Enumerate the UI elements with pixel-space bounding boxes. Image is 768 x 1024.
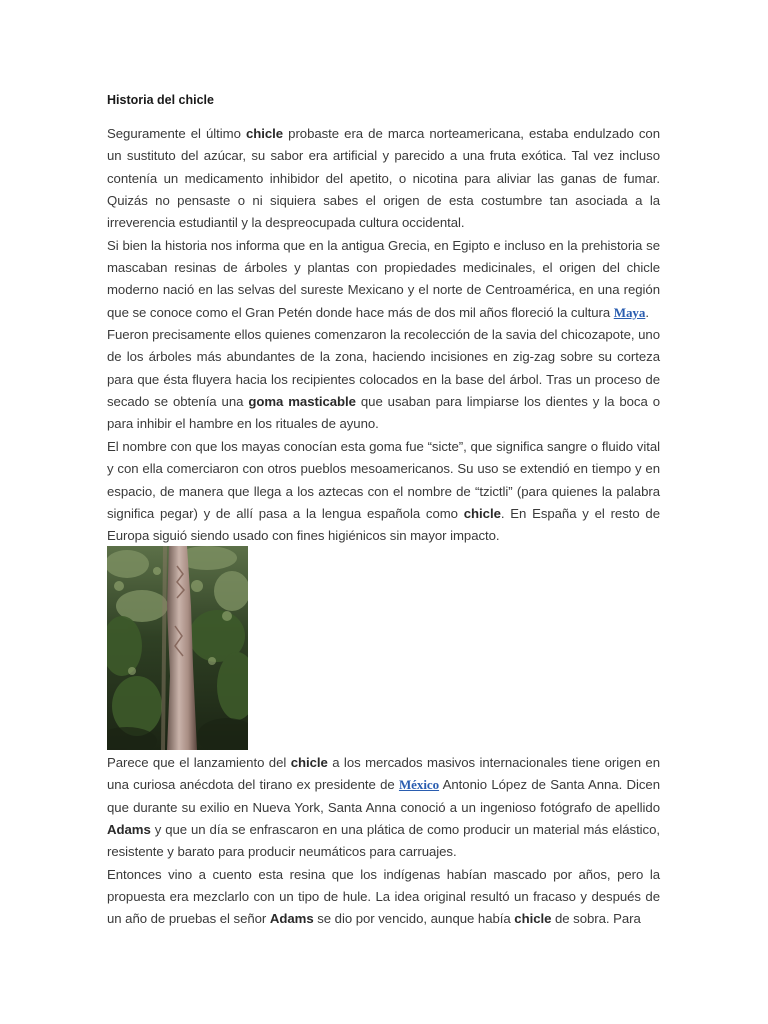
text-run: Entonces vino a cuento esta resina que los indígenas habían mascado por años, pero la propuesta era mezclarlo con un tipo de hule. La idea original resultó un fracaso y después de un año de pruebas el señor (107, 866, 660, 927)
bold-term: goma masticable (248, 394, 356, 410)
bold-term: Adams (269, 911, 314, 927)
text-run: y que un día se enfrascaron en una plática de como producir un material más elástico, resistente y barato para producir neumáticos para carruajes. (107, 822, 660, 860)
text-run: se dio por vencido, aunque había (313, 911, 515, 927)
text-run: que usaban para limpiarse los dientes y la boca o para inhibir el hambre en los rituales de ayuno. (107, 394, 660, 432)
text-run: Si bien la historia nos informa que en la antigua Grecia, en Egipto e incluso en la prehistoria se mascaban resinas de árboles y plantas con propiedades medicinales, el origen del chicle moderno nació en las selvas del sureste Mexicano y el norte de Centroamérica, en una región que se conoce como el Gran Petén donde hace más de dos mil años floreció la cultura (107, 237, 660, 320)
chicozapote-tree-photo (107, 546, 248, 750)
bold-term: chicle (245, 126, 284, 141)
text-run: . (645, 304, 649, 320)
text-run: de sobra. Para (551, 911, 641, 927)
text-run: . En España y el resto de Europa siguió siendo usado con fines higiénicos sin mayor impacto. (107, 505, 660, 544)
text-run: Antonio López de Santa Anna. Dicen que durante su exilio en Nueva York, Santa Anna conoció a un ingenioso fotógrafo de apellido (107, 777, 660, 815)
bold-term: Adams (107, 822, 151, 838)
text-run: El nombre con que los mayas conocían esta goma fue “sicte”, que significa sangre o fluido vital y con ella comerciaron con otros pueblos mesoamericanos. Su uso se extendió en tiempo y en espacio, de manera que llega a los aztecas con el nombre de “tzictli” (para quienes la palabra significa pegar) y de allí pasa a la lengua española como (107, 438, 660, 521)
text-run: Fueron precisamente ellos quienes comenzaron la recolección de la savia del chicozapote, uno de los árboles más abundantes de la zona, haciendo incisiones en zig-zag sobre su corteza para que ésta fluyera hacia los recipientes colocados en la base del árbol. Tras un proceso de secado se obtenía una (107, 327, 660, 410)
text-block-bottom (107, 752, 660, 931)
text-block-top (107, 123, 660, 548)
bold-term: chicle (463, 505, 501, 521)
paragraph-2 (107, 235, 660, 324)
mexico-link[interactable]: México (398, 777, 440, 793)
text-run: Seguramente el último (107, 126, 246, 141)
paragraph-4 (107, 436, 660, 548)
text-run: Parece que el lanzamiento del (107, 755, 291, 770)
paragraph-5 (107, 752, 660, 864)
paragraph-6 (107, 864, 660, 931)
bold-term: chicle (290, 755, 328, 770)
bold-term: chicle (514, 911, 552, 927)
text-run: probaste era de marca norteamericana, estaba endulzado con un sustituto del azúcar, su sabor era artificial y parecido a una fruta exótica. Tal vez incluso contenía un medicamento inhibidor del apetito, o nicotina para aliviar las ganas de fumar. Quizás no pensaste o ni siquiera sabes el origen de esta costumbre tan asociada a la irreverencia estudiantil y la despreocupada cultura occidental. (107, 126, 660, 231)
text-run: a los mercados masivos internacionales tiene origen en una curiosa anécdota del tirano ex presidente de (107, 755, 660, 793)
maya-link[interactable]: Maya (613, 304, 646, 320)
document-title: Historia del chicle (107, 93, 214, 107)
paragraph-3 (107, 324, 660, 436)
paragraph-1 (107, 123, 660, 235)
